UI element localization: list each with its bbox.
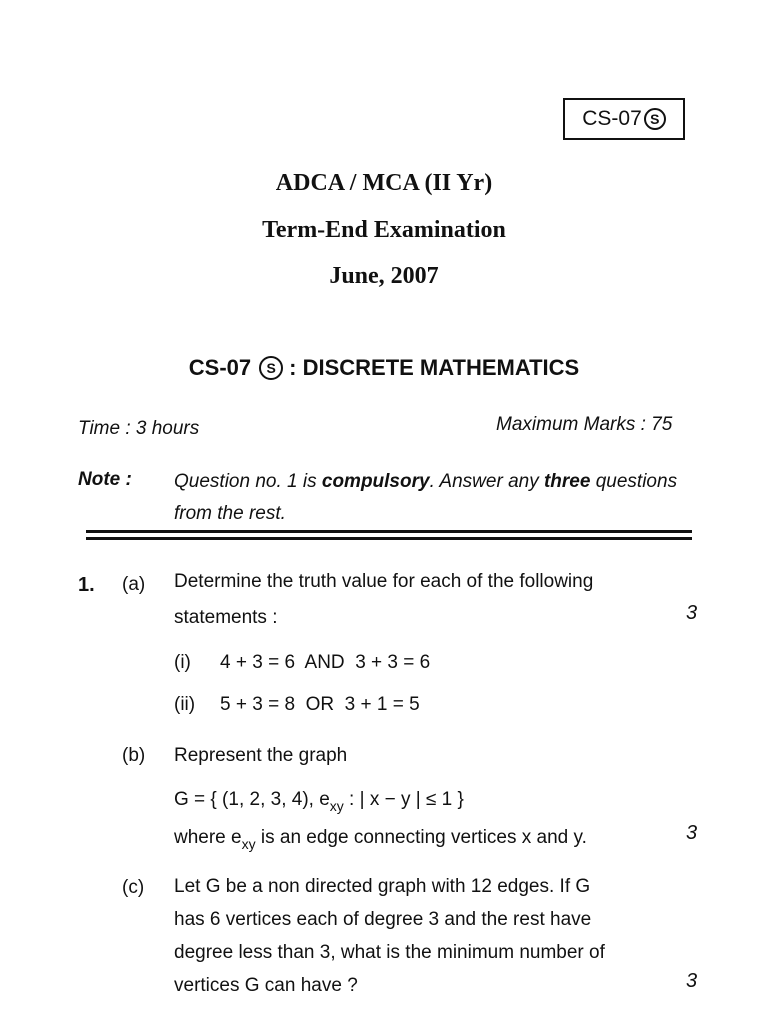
paper-code-box: [563, 98, 685, 140]
part-b-line3: [174, 822, 587, 860]
statement-i: 4 + 3 = 6 AND 3 + 3 = 6: [220, 652, 431, 673]
part-a-line2: statements :: [174, 607, 278, 628]
statement-ii: 5 + 3 = 8 OR 3 + 1 = 5: [220, 694, 420, 715]
subscript-xy: xy: [329, 798, 344, 814]
maximum-marks: Maximum Marks : 75: [496, 414, 673, 435]
divider-rule: [86, 537, 692, 540]
edge-text: where e: [174, 827, 242, 848]
marks-a: 3: [686, 602, 698, 624]
note-part: . Answer any: [429, 471, 544, 492]
part-a-line1: Determine the truth value for each of the following: [174, 571, 594, 592]
graph-text: G = { (1, 2, 3, 4), e: [174, 789, 330, 810]
graph-text: : | x − y | ≤ 1 }: [343, 789, 464, 810]
part-label-a: (a): [122, 574, 146, 595]
program-title: ADCA / MCA (II Yr): [275, 170, 493, 196]
note-part: questions from the rest.: [174, 471, 678, 524]
note-part: Question no. 1 is: [174, 471, 322, 492]
part-label-c: (c): [122, 877, 145, 898]
question-number: 1.: [78, 574, 95, 596]
note-bold-three: three: [543, 471, 591, 492]
time-allowed: Time : 3 hours: [78, 418, 200, 439]
subscript-xy: xy: [241, 836, 256, 852]
exam-title: Term-End Examination: [262, 217, 506, 243]
paper-code: CS-07: [582, 107, 642, 130]
note-text: [174, 466, 694, 530]
part-c-line3: degree less than 3, what is the minimum number of: [174, 942, 605, 963]
edge-text: is an edge connecting vertices x and y.: [255, 827, 587, 848]
circled-s-icon: S: [644, 108, 666, 130]
part-b-line1: Represent the graph: [174, 745, 348, 766]
note-label: Note :: [78, 469, 132, 490]
subject-name: : DISCRETE MATHEMATICS: [289, 355, 580, 380]
subject-code: CS-07: [188, 355, 252, 380]
marks-b: 3: [686, 822, 698, 844]
marks-c: 3: [686, 970, 698, 992]
part-c-line2: has 6 vertices each of degree 3 and the rest have: [174, 909, 592, 930]
circled-s-icon: S: [259, 356, 283, 380]
graph-definition: [174, 784, 464, 822]
part-c-line1: Let G be a non directed graph with 12 edges. If G: [174, 876, 591, 897]
divider-rule: [86, 530, 692, 533]
exam-date: June, 2007: [329, 263, 439, 289]
part-label-b: (b): [122, 745, 146, 766]
sub-label-i: (i): [174, 652, 191, 673]
note-bold-compulsory: compulsory: [321, 471, 430, 492]
part-c-line4: vertices G can have ?: [174, 975, 358, 996]
sub-label-ii: (ii): [174, 694, 196, 715]
subject-heading: [0, 355, 768, 381]
